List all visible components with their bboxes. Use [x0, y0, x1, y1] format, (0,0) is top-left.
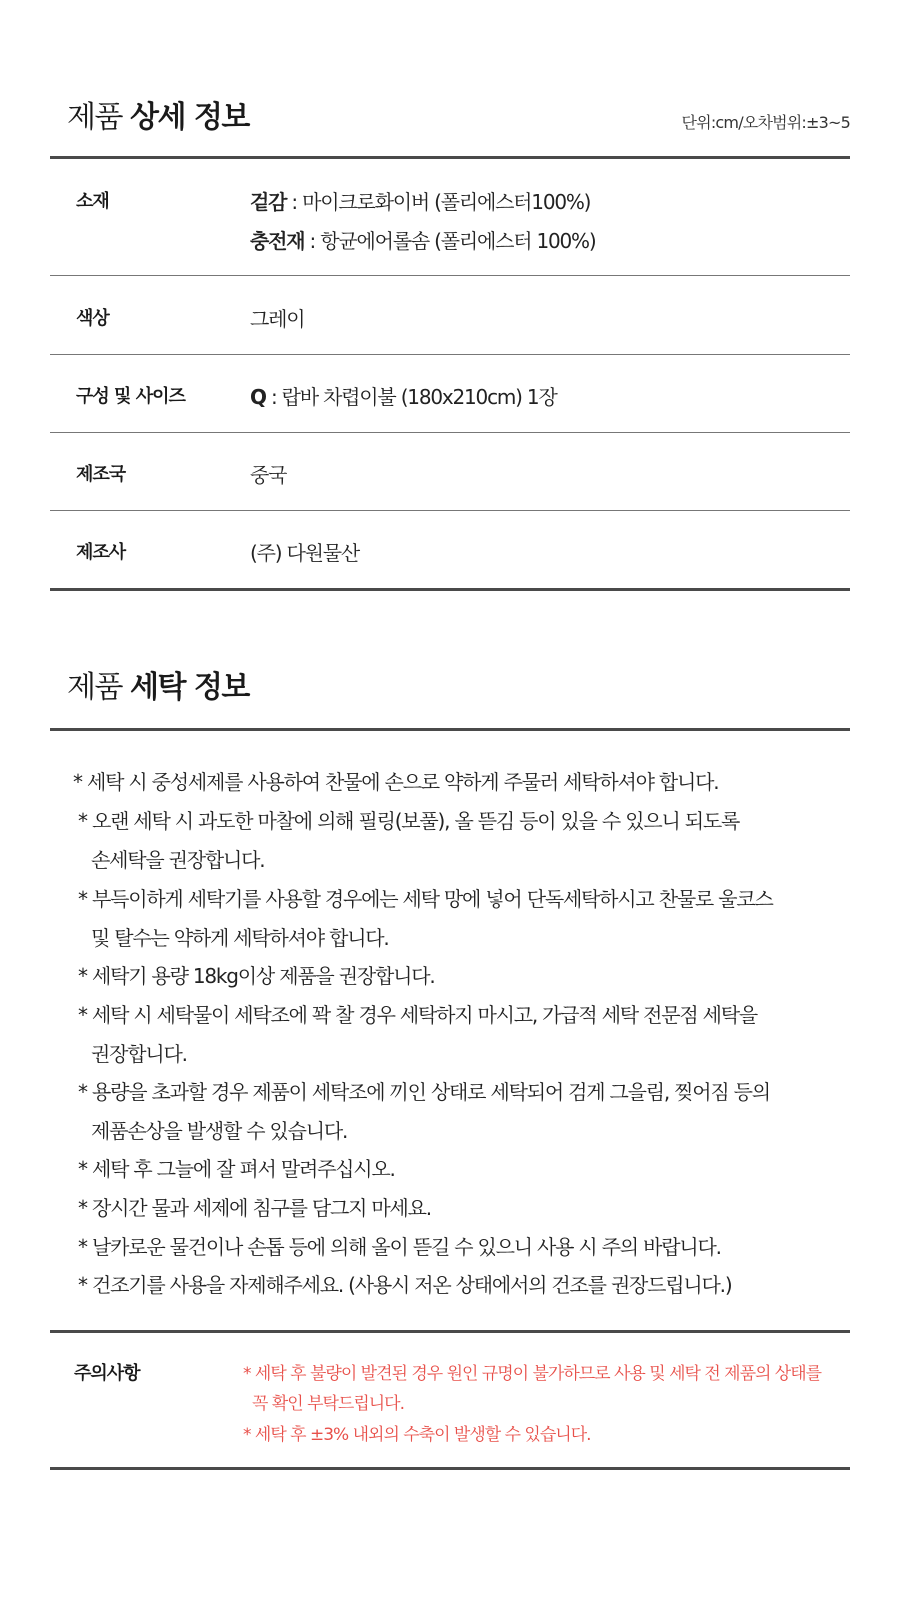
- washing-line: * 날카로운 물건이나 손톱 등에 의해 올이 뜯길 수 있으니 사용 시 주의 바랍니다.: [78, 1235, 721, 1259]
- details-section-title: [67, 92, 249, 136]
- washing-line: * 부득이하게 세탁기를 사용할 경우에는 세탁 망에 넣어 단독세탁하시고 찬물로 울코스: [78, 887, 773, 911]
- material-outer-text: : 마이크로화이버 (폴리에스터100%): [286, 190, 591, 214]
- composition-text: : 랍바 차렵이불 (180x210cm) 1장: [265, 385, 557, 409]
- row-value-manufacturer: (주) 다원물산: [250, 541, 359, 565]
- row-value-color: 그레이: [250, 307, 305, 331]
- row-divider: [50, 354, 850, 355]
- row-divider: [50, 510, 850, 511]
- washing-title-light: 제품: [67, 670, 122, 705]
- row-value-material-filling: [250, 225, 595, 254]
- caution-line: * 세탁 후 ±3% 내외의 수축이 발생할 수 있습니다.: [243, 1425, 591, 1445]
- caution-top-divider: [50, 1330, 850, 1333]
- row-divider: [50, 432, 850, 433]
- details-title-bold: 상세 정보: [130, 100, 249, 135]
- washing-line: * 세탁 시 세탁물이 세탁조에 꽉 찰 경우 세탁하지 마시고, 가급적 세탁 전문점 세탁을: [78, 1003, 757, 1027]
- washing-line: 손세탁을 권장합니다.: [91, 848, 265, 872]
- washing-line: * 세탁기 용량 18kg이상 제품을 권장합니다.: [78, 964, 435, 988]
- row-divider: [50, 275, 850, 276]
- washing-line: 권장합니다.: [91, 1042, 187, 1066]
- caution-line: 꼭 확인 부탁드립니다.: [252, 1394, 405, 1414]
- details-bottom-divider: [50, 588, 850, 591]
- details-title-light: 제품: [67, 100, 122, 135]
- material-filling-key: 충전재: [250, 229, 305, 253]
- details-top-divider: [50, 156, 850, 159]
- washing-line: * 오랜 세탁 시 과도한 마찰에 의해 필링(보풀), 올 뜯김 등이 있을 수 있으니 되도록: [78, 809, 740, 833]
- washing-section-title: [67, 662, 249, 706]
- row-label-composition: 구성 및 사이즈: [76, 386, 185, 407]
- composition-key: Q: [250, 385, 266, 409]
- material-filling-text: : 항균에어롤솜 (폴리에스터 100%): [304, 229, 596, 253]
- caution-line: * 세탁 후 불량이 발견된 경우 원인 규명이 불가하므로 사용 및 세탁 전 제품의 상태를: [243, 1364, 822, 1384]
- unit-note: 단위:cm/오차범위:±3~5: [681, 113, 850, 132]
- washing-line: 및 탈수는 약하게 세탁하셔야 합니다.: [91, 926, 389, 950]
- row-label-country: 제조국: [76, 464, 126, 485]
- row-value-material-outer: [250, 186, 590, 215]
- row-value-composition: [250, 381, 557, 410]
- washing-line: * 세탁 후 그늘에 잘 펴서 말려주십시오.: [78, 1157, 395, 1181]
- washing-line: * 장시간 물과 세제에 침구를 담그지 마세요.: [78, 1196, 431, 1220]
- row-label-manufacturer: 제조사: [76, 542, 126, 563]
- washing-top-divider: [50, 728, 850, 731]
- washing-title-bold: 세탁 정보: [130, 670, 249, 705]
- washing-line: * 용량을 초과할 경우 제품이 세탁조에 끼인 상태로 세탁되어 검게 그을림, 찢어짐 등의: [78, 1080, 770, 1104]
- row-label-material: 소재: [76, 191, 109, 212]
- caution-bottom-divider: [50, 1467, 850, 1470]
- row-value-country: 중국: [250, 463, 287, 487]
- caution-label: 주의사항: [74, 1363, 140, 1384]
- row-label-color: 색상: [76, 308, 109, 329]
- material-outer-key: 겉감: [250, 190, 287, 214]
- washing-line: 제품손상을 발생할 수 있습니다.: [91, 1119, 348, 1143]
- washing-line: * 세탁 시 중성세제를 사용하여 찬물에 손으로 약하게 주물러 세탁하셔야 합니다.: [73, 770, 719, 794]
- washing-line: * 건조기를 사용을 자제해주세요. (사용시 저온 상태에서의 건조를 권장드립니다.): [78, 1273, 732, 1297]
